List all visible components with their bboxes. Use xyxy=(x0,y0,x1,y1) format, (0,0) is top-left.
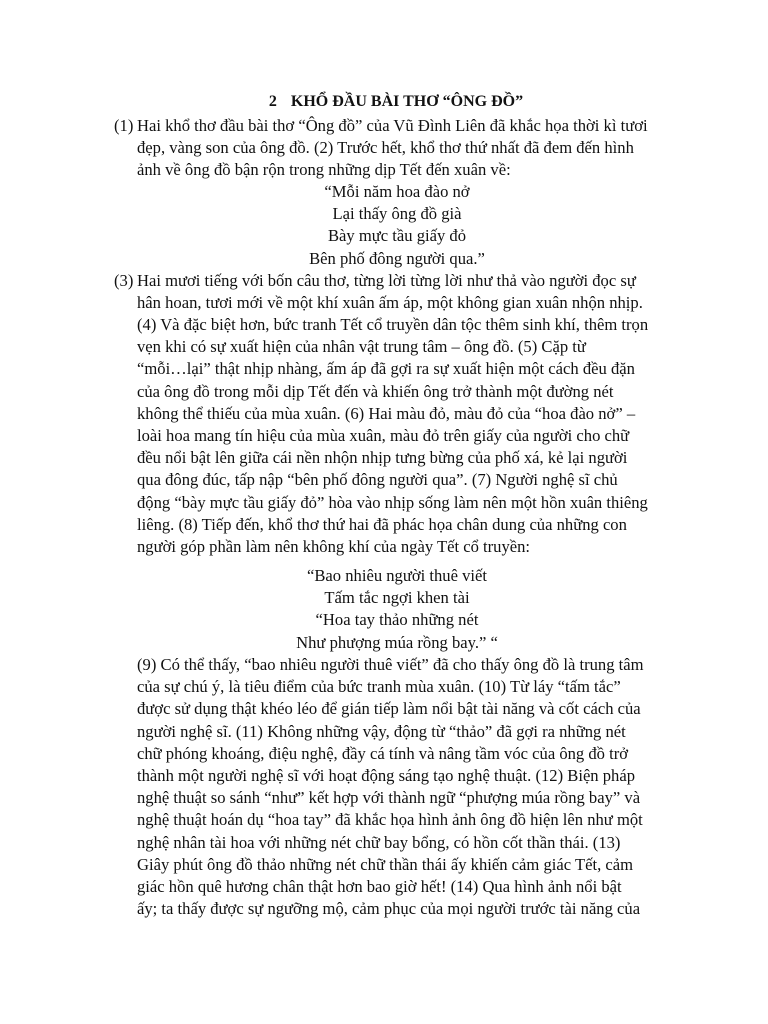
verse-line: “Hoa tay thảo những nét xyxy=(315,610,479,630)
text-line: Hai khổ thơ đầu bài thơ “Ông đồ” của Vũ Đình Liên đã khắc họa thời kì tươi xyxy=(137,116,648,135)
text-line: được sử dụng thật khéo léo để gián tiếp làm nổi bật tài năng và cốt cách của xyxy=(137,699,641,719)
text-line: không thể thiếu của mùa xuân. (6) Hai màu đỏ, màu đỏ của “hoa đào nở” – xyxy=(137,403,636,423)
text-line: Giây phút ông đồ thảo những nét chữ thần thái ấy khiến cảm giác Tết, cảm xyxy=(137,854,633,874)
verse-line: Lại thấy ông đồ già xyxy=(332,204,462,224)
text-line: ảnh về ông đồ bận rộn trong những dịp Tết đến xuân về: xyxy=(137,160,511,180)
text-line: của sự chú ý, là tiêu điểm của bức tranh mùa xuân. (10) Từ láy “tấm tắc” xyxy=(137,677,621,697)
text-line: nghệ thuật so sánh “như” kết hợp với thành ngữ “phượng múa rồng bay” và xyxy=(137,788,641,808)
text-line: người góp phần làm nên không khí của ngày Tết cổ truyền: xyxy=(137,537,531,557)
text-line: Hai mươi tiếng với bốn câu thơ, từng lời từng lời như thả vào người đọc sự xyxy=(137,271,636,290)
poem-verse-2 xyxy=(0,565,768,654)
verse-line: “Mỗi năm hoa đào nở xyxy=(324,182,470,201)
poem-verse-1 xyxy=(0,181,768,270)
text-line: của ông đồ trong mỗi dịp Tết đến và khiến ông trở thành một đường nét xyxy=(137,381,614,401)
text-line: thành một người nghệ sĩ với hoạt động sáng tạo nghệ thuật. (12) Biện pháp xyxy=(137,766,636,786)
text-line: liêng. (8) Tiếp đến, khổ thơ thứ hai đã phác họa chân dung của những con xyxy=(137,514,627,534)
verse-line: Bên phố đông người qua.” xyxy=(309,248,485,268)
text-line: loài hoa mang tín hiệu của mùa xuân, màu đỏ trên giấy của người cho chữ xyxy=(137,426,630,446)
verse-line: Bày mực tầu giấy đỏ xyxy=(327,226,467,246)
text-line: người nghệ sĩ. (11) Không những vậy, động từ “thảo” đã gợi ra những nét xyxy=(137,721,626,741)
text-line: đều nổi bật lên giữa cái nền nhộn nhịp tưng bừng của phố xá, kẻ lại người xyxy=(137,448,628,468)
text-line: đẹp, vàng son của ông đồ. (2) Trước hết, khổ thơ thứ nhất đã đem đến hình xyxy=(137,138,634,158)
page-title xyxy=(0,91,768,113)
paragraph-3 xyxy=(114,270,676,314)
section-number: 2 xyxy=(268,93,277,110)
section-title-text: KHỔ ĐẦU BÀI THƠ “ÔNG ĐỒ” xyxy=(290,93,524,110)
text-line: chữ phóng khoáng, điệu nghệ, đầy cá tính và nâng tầm vóc của ông đồ trở xyxy=(137,743,629,763)
text-line: động “bày mực tầu giấy đỏ” hòa vào nhịp sống làm nên một hồn xuân thiêng xyxy=(137,492,648,512)
text-line: hân hoan, tươi mới về một khí xuân ấm áp, một không gian xuân nhộn nhịp. xyxy=(137,293,643,313)
verse-line: Như phượng múa rồng bay.” “ xyxy=(296,632,498,652)
paragraph-marker: (3) xyxy=(114,271,134,290)
text-line: (9) Có thể thấy, “bao nhiêu người thuê viết” đã cho thấy ông đồ là trung tâm xyxy=(137,655,644,674)
text-line: qua đông đúc, tấp nập “bên phố đông người qua”. (7) Người nghệ sĩ chủ xyxy=(137,470,618,490)
text-line: nghệ nhân tài hoa với những nét chữ bay bổng, có hồn cốt thần thái. (13) xyxy=(137,832,621,852)
text-line: giác hồn quê hương chân thật hơn bao giờ hết! (14) Qua hình ảnh nổi bật xyxy=(137,877,622,897)
verse-line: Tấm tắc ngợi khen tài xyxy=(324,588,470,608)
text-line: ấy; ta thấy được sự ngưỡng mộ, cảm phục của mọi người trước tài năng của xyxy=(137,899,641,919)
paragraph-1 xyxy=(114,115,676,182)
text-line: nghệ thuật hoán dụ “hoa tay” đã khắc họa hình ảnh ông đồ hiện lên như một xyxy=(137,810,643,830)
text-line: vẹn khi có sự xuất hiện của nhân vật trung tâm – ông đồ. (5) Cặp từ xyxy=(137,337,586,357)
verse-line: “Bao nhiêu người thuê viết xyxy=(307,566,487,585)
body-text-block-1 xyxy=(137,314,697,558)
body-text-block-2 xyxy=(137,654,697,920)
text-line: (4) Và đặc biệt hơn, bức tranh Tết cổ truyền dân tộc thêm sinh khí, thêm trọn xyxy=(137,315,649,334)
paragraph-marker: (1) xyxy=(114,116,134,135)
text-line: “mỗi…lại” thật nhịp nhàng, ấm áp đã gợi ra sự xuất hiện một cách đều đặn xyxy=(137,359,635,379)
